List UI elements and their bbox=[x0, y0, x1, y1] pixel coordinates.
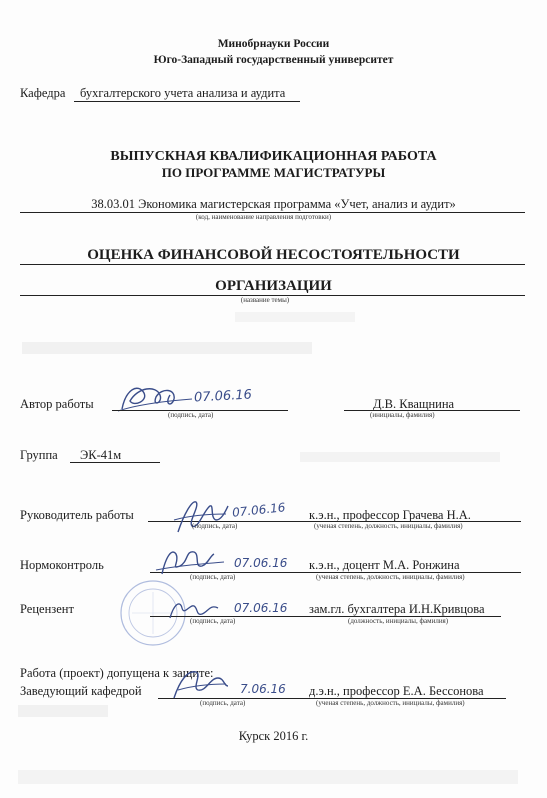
work-type-line2: ПО ПРОГРАММЕ МАГИСТРАТУРЫ bbox=[161, 165, 386, 180]
topic-underline-1 bbox=[20, 264, 525, 265]
normcontrol-signature-caption: (подпись, дата) bbox=[190, 573, 236, 581]
place-year: Курск 2016 г. bbox=[238, 729, 309, 743]
reviewer-signature-caption: (подпись, дата) bbox=[190, 617, 236, 625]
reviewer-signature-date: 07.06.16 bbox=[234, 601, 288, 615]
normcontrol-value: к.э.н., доцент М.А. Ронжина bbox=[309, 558, 460, 572]
program-value: 38.03.01 Экономика магистерская программа «Учет, анализ и аудит» bbox=[91, 197, 456, 211]
supervisor-label: Руководитель работы bbox=[20, 508, 134, 522]
head-value-caption: (ученая степень, должность, инициалы, фамилия) bbox=[316, 699, 465, 707]
supervisor-value: к.э.н., профессор Грачева Н.А. bbox=[309, 508, 471, 522]
group-value: ЭК-41м bbox=[80, 448, 122, 462]
author-name-caption: (инициалы, фамилия) bbox=[370, 411, 435, 419]
head-value: д.э.н., профессор Е.А. Бессонова bbox=[309, 684, 484, 698]
bleed-through-artifact bbox=[300, 452, 500, 462]
ministry-name: Минобрнауки России bbox=[217, 38, 330, 50]
bleed-through-artifact bbox=[235, 312, 355, 322]
bleed-through-artifact bbox=[18, 770, 518, 784]
topic-line1: ОЦЕНКА ФИНАНСОВОЙ НЕСОСТОЯТЕЛЬНОСТИ bbox=[87, 247, 460, 263]
bleed-through-artifact bbox=[18, 705, 108, 717]
admission-label: Работа (проект) допущена к защите: bbox=[20, 666, 214, 680]
department-value: бухгалтерского учета анализа и аудита bbox=[80, 86, 286, 100]
reviewer-value: зам.гл. бухгалтера И.Н.Кривцова bbox=[309, 602, 485, 616]
department-underline bbox=[74, 101, 300, 102]
supervisor-value-caption: (ученая степень, должность, инициалы, фамилия) bbox=[314, 522, 463, 530]
author-name: Д.В. Кващнина bbox=[373, 397, 455, 411]
supervisor-signature bbox=[170, 496, 232, 536]
university-name: Юго-Западный государственный университет bbox=[153, 54, 394, 66]
head-signature-caption: (подпись, дата) bbox=[200, 699, 246, 707]
author-signature-date: 07.06.16 bbox=[193, 387, 253, 406]
supervisor-signature-caption: (подпись, дата) bbox=[192, 522, 238, 530]
author-label: Автор работы bbox=[20, 397, 94, 411]
reviewer-value-caption: (должность, инициалы, фамилия) bbox=[348, 617, 449, 625]
normcontrol-signature-date: 07.06.16 bbox=[234, 556, 288, 570]
topic-caption: (название темы) bbox=[240, 296, 290, 304]
normcontrol-value-caption: (ученая степень, должность, инициалы, фамилия) bbox=[316, 573, 465, 581]
program-caption: (код, наименование направления подготовки) bbox=[195, 213, 332, 221]
topic-line2: ОРГАНИЗАЦИИ bbox=[215, 278, 332, 294]
head-signature-date: 7.06.16 bbox=[240, 682, 286, 696]
work-type-line1: ВЫПУСКНАЯ КВАЛИФИКАЦИОННАЯ РАБОТА bbox=[110, 149, 437, 164]
group-label: Группа bbox=[20, 448, 58, 462]
head-label: Заведующий кафедрой bbox=[20, 684, 142, 698]
normcontrol-label: Нормоконтроль bbox=[20, 558, 104, 572]
group-underline bbox=[70, 462, 160, 463]
department-label: Кафедра bbox=[20, 86, 66, 100]
head-signature bbox=[168, 664, 230, 704]
supervisor-signature-date: 07.06.16 bbox=[231, 500, 287, 520]
author-signature-caption: (подпись, дата) bbox=[168, 411, 214, 419]
reviewer-label: Рецензент bbox=[20, 602, 74, 616]
bleed-through-artifact bbox=[22, 342, 312, 354]
